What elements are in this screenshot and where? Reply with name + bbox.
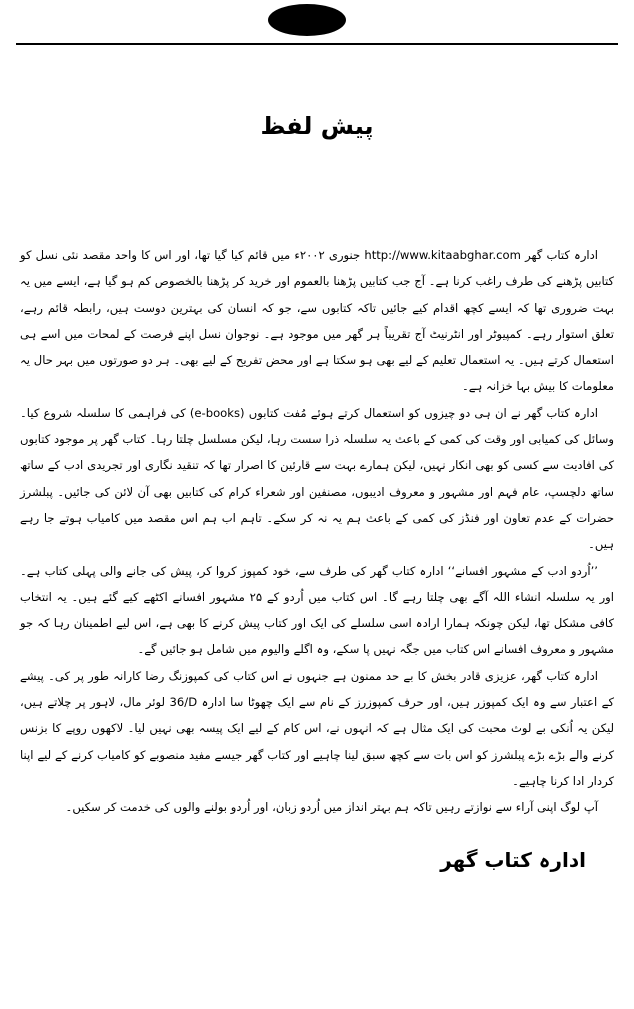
paragraph-2-text: کی فراہمی کا سلسلہ شروع کیا۔ وسائل کی کمیابی اور وقت کی کمی کے باعث یہ سلسلہ ذرا سست رہا، لیکن مسلسل چلتا رہا۔ کتاب گھر پر موجود کتابوں کی افادیت سے کسی کو بھی انکار نہیں، لیکن ہمارے بہت سے قارئین کا اصرار تھا کہ تنقید نگاری اور تجریدی ادب کے ساتھ ساتھ دلچسپ، عام فہم اور مشہور و معروف ادیبوں، مصنفین اور شعراء کرام کی کتابیں بھی آن لائن کی جائیں۔ پبلشرز حضرات کے عدم تعاون اور فنڈز کی کمی کے باعث ہم یہ نہ کر سکے۔ تاہم اب ہم اس مقصد میں کامیاب ہوتے جا رہے ہیں۔ [20,405,614,552]
paragraph-1 [20,242,614,400]
signature: ادارہ کتاب گھر [440,848,586,872]
address-number: 36/D [169,695,198,710]
preface-body [20,242,614,821]
ebooks-term: (e-books) [189,405,245,420]
paragraph-2 [20,400,614,558]
paragraph-2-lead: ادارہ کتاب گھر نے ان ہی دو چیزوں کو استعمال کرتے ہوئے مُفت کتابوں [248,405,598,420]
paragraph-1-text: جنوری ۲۰۰۲ء میں قائم کیا گیا تھا، اور اس کا واحد مقصد نئی نسل کو کتابیں پڑھنے کی طرف راغب کرنا ہے۔ آج جب کتابیں پڑھنا بالعموم اور خرید کر پڑھنا بالخصوص کم ہو گیا ہے، ایسے میں یہ بہت ضروری تھا کہ ایسے کچھ اقدام کیے جائیں تاکہ کتابوں سے، جو کہ انسان کی بہترین دوست ہیں، رابطہ قائم رہے، تعلق استوار رہے۔ کمپیوٹر اور انٹرنیٹ آج تقریباً ہر گھر میں موجود ہے۔ نوجوان نسل اپنے فرصت کے لمحات میں اسے ہی استعمال کرتے ہیں۔ یہ استعمال تعلیم کے لیے بھی ہو سکتا ہے اور محض تفریح کے لیے بھی۔ ہر دو صورتوں میں بہر حال یہ معلومات کا بیش بہا خزانہ ہے۔ [20,248,614,394]
page-title: پیش لفظ [260,112,374,140]
paragraph-4-lead: ادارہ کتاب گھر، عزیزی قادر بخش کا بے حد ممنون ہے جنہوں نے اس کتاب کی کمپوزنگ رضا کارانہ طور پر کی۔ پیشے کے اعتبار سے وہ ایک کمپوزر ہیں، اور حرف کمپوزرز کے نام سے ایک چھوٹا سا ادارہ [20,668,614,710]
paragraph-5: آپ لوگ اپنی آراء سے نوازتے رہیں تاکہ ہم بہتر انداز میں اُردو زبان، اور اُردو بولنے والوں کی خدمت کر سکیں۔ [65,800,598,815]
header-oval [268,4,346,36]
paragraph-4-text: لوئر مال، لاہور پر چلاتے ہیں، لیکن یہ اُنکی بے لوث محبت کی ایک مثال ہے کہ انہوں نے، اس کام کے لیے ایک پیسہ بھی نہیں لیا۔ لاکھوں روپے کا بزنس کرنے والے بڑے بڑے پبلشرز کو اس بات سے کچھ سبق لینا چاہیے اور کتاب گھر جیسے مفید منصوبے کو کامیاب کرنے کے لیے اپنا کردار ادا کرنا چاہیے۔ [20,695,614,788]
paragraph-4 [20,663,614,794]
paragraph-3: ’’اُردو ادب کے مشہور افسانے‘‘ ادارہ کتاب گھر کی طرف سے، خود کمپوز کروا کر، پیش کی جانے والی پہلی کتاب ہے۔ اور یہ سلسلہ انشاء اللہ آگے بھی چلتا رہے گا۔ اس کتاب میں اُردو کے ۲۵ مشہور افسانے اکٹھے کیے گئے ہیں۔ یہ انتخاب کافی مشکل تھا، لیکن چونکہ ہمارا ارادہ اسی سلسلے کی ایک اور کتاب پیش کرنے کا بھی ہے، اس لیے اطمینان رہا کہ جو مشہور و معروف افسانے اس کتاب میں جگہ نہیں پا سکے، وہ اگلے والیوم میں شامل ہو جائیں گے۔ [20,563,614,657]
website-url: http://www.kitaabghar.com [364,248,521,262]
header-rule [16,43,618,45]
paragraph-1-lead: ادارہ کتاب گھر [525,248,599,262]
